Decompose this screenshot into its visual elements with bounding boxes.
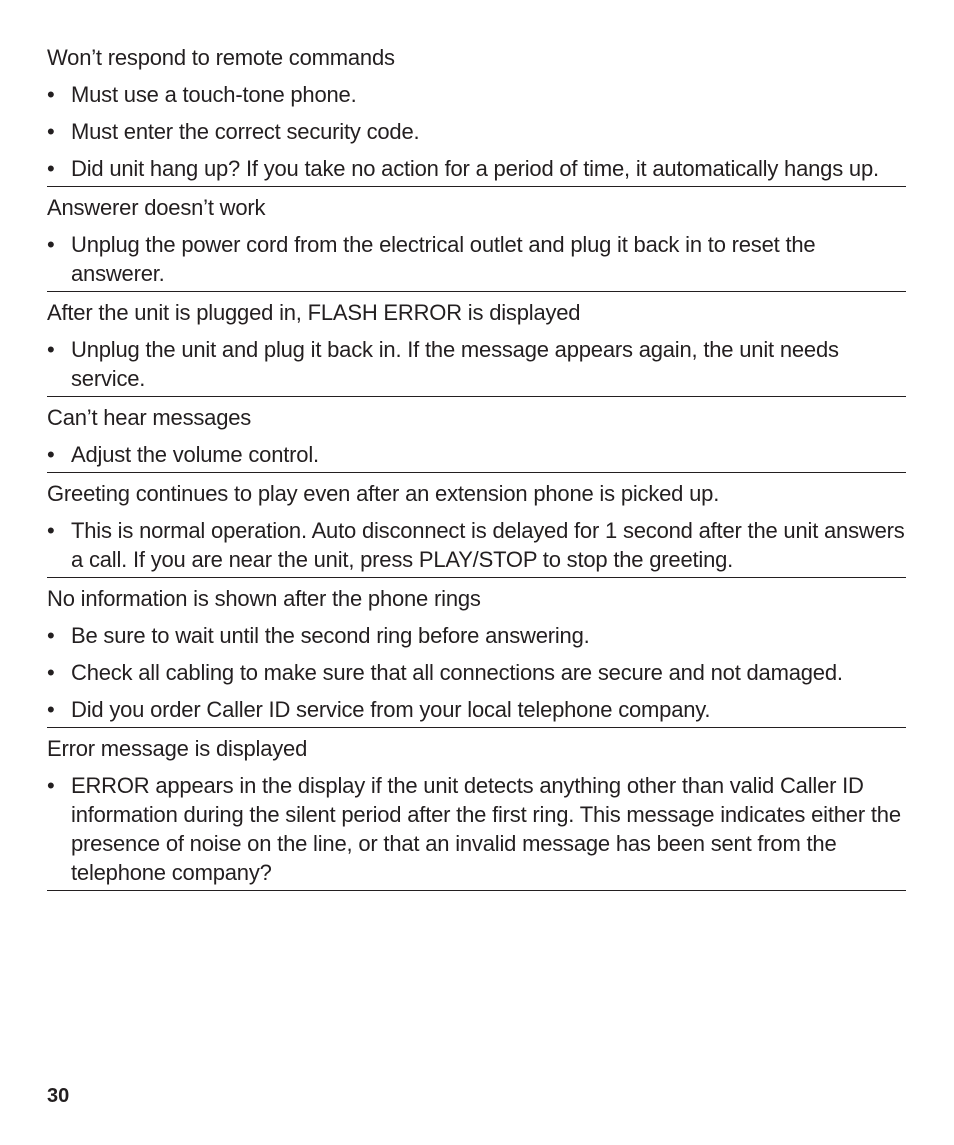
bullet-list [47, 335, 906, 393]
troubleshooting-list [47, 43, 906, 891]
bullet-item: • Unplug the unit and plug it back in. If the message appears again, the unit needs service. [47, 335, 906, 393]
bullet-item: • This is normal operation. Auto disconnect is delayed for 1 second after the unit answers a call. If you are near the unit, press PLAY/STOP to stop the greeting. [47, 516, 906, 574]
section-heading: Answerer doesn’t work [47, 195, 266, 220]
section-hear-messages [47, 397, 906, 473]
bullet-list [47, 516, 906, 574]
bullet-item: • Adjust the volume control. [47, 440, 906, 469]
section-error-message [47, 728, 906, 891]
bullet-list [47, 80, 906, 183]
section-heading: Can’t hear messages [47, 405, 252, 430]
bullet-item: • Did unit hang up? If you take no action for a period of time, it automatically hangs up. [47, 154, 906, 183]
section-heading: Error message is displayed [47, 736, 308, 761]
bullet-list [47, 621, 906, 724]
bullet-list [47, 230, 906, 288]
section-greeting [47, 473, 906, 578]
section-remote-commands [47, 43, 906, 187]
section-heading: Greeting continues to play even after an extension phone is picked up. [47, 481, 720, 506]
section-no-information [47, 578, 906, 728]
bullet-item: • Unplug the power cord from the electrical outlet and plug it back in to reset the answerer. [47, 230, 906, 288]
bullet-item: • Be sure to wait until the second ring before answering. [47, 621, 906, 650]
bullet-item: • Did you order Caller ID service from your local telephone company. [47, 695, 906, 724]
section-answerer [47, 187, 906, 292]
bullet-item: • Must use a touch-tone phone. [47, 80, 906, 109]
bullet-item: • Must enter the correct security code. [47, 117, 906, 146]
bullet-list [47, 771, 906, 887]
bullet-item: • Check all cabling to make sure that all connections are secure and not damaged. [47, 658, 906, 687]
section-flash-error [47, 292, 906, 397]
bullet-item: • ERROR appears in the display if the unit detects anything other than valid Caller ID information during the silent period after the first ring. This message indicates either the presence of noise on the line, or that an invalid message has been sent from the telephone company? [47, 771, 906, 887]
page-number: 30 [47, 1085, 70, 1107]
section-heading: After the unit is plugged in, FLASH ERROR is displayed [47, 300, 581, 325]
section-heading: Won’t respond to remote commands [47, 45, 395, 70]
section-heading: No information is shown after the phone rings [47, 586, 481, 611]
bullet-list [47, 440, 906, 469]
